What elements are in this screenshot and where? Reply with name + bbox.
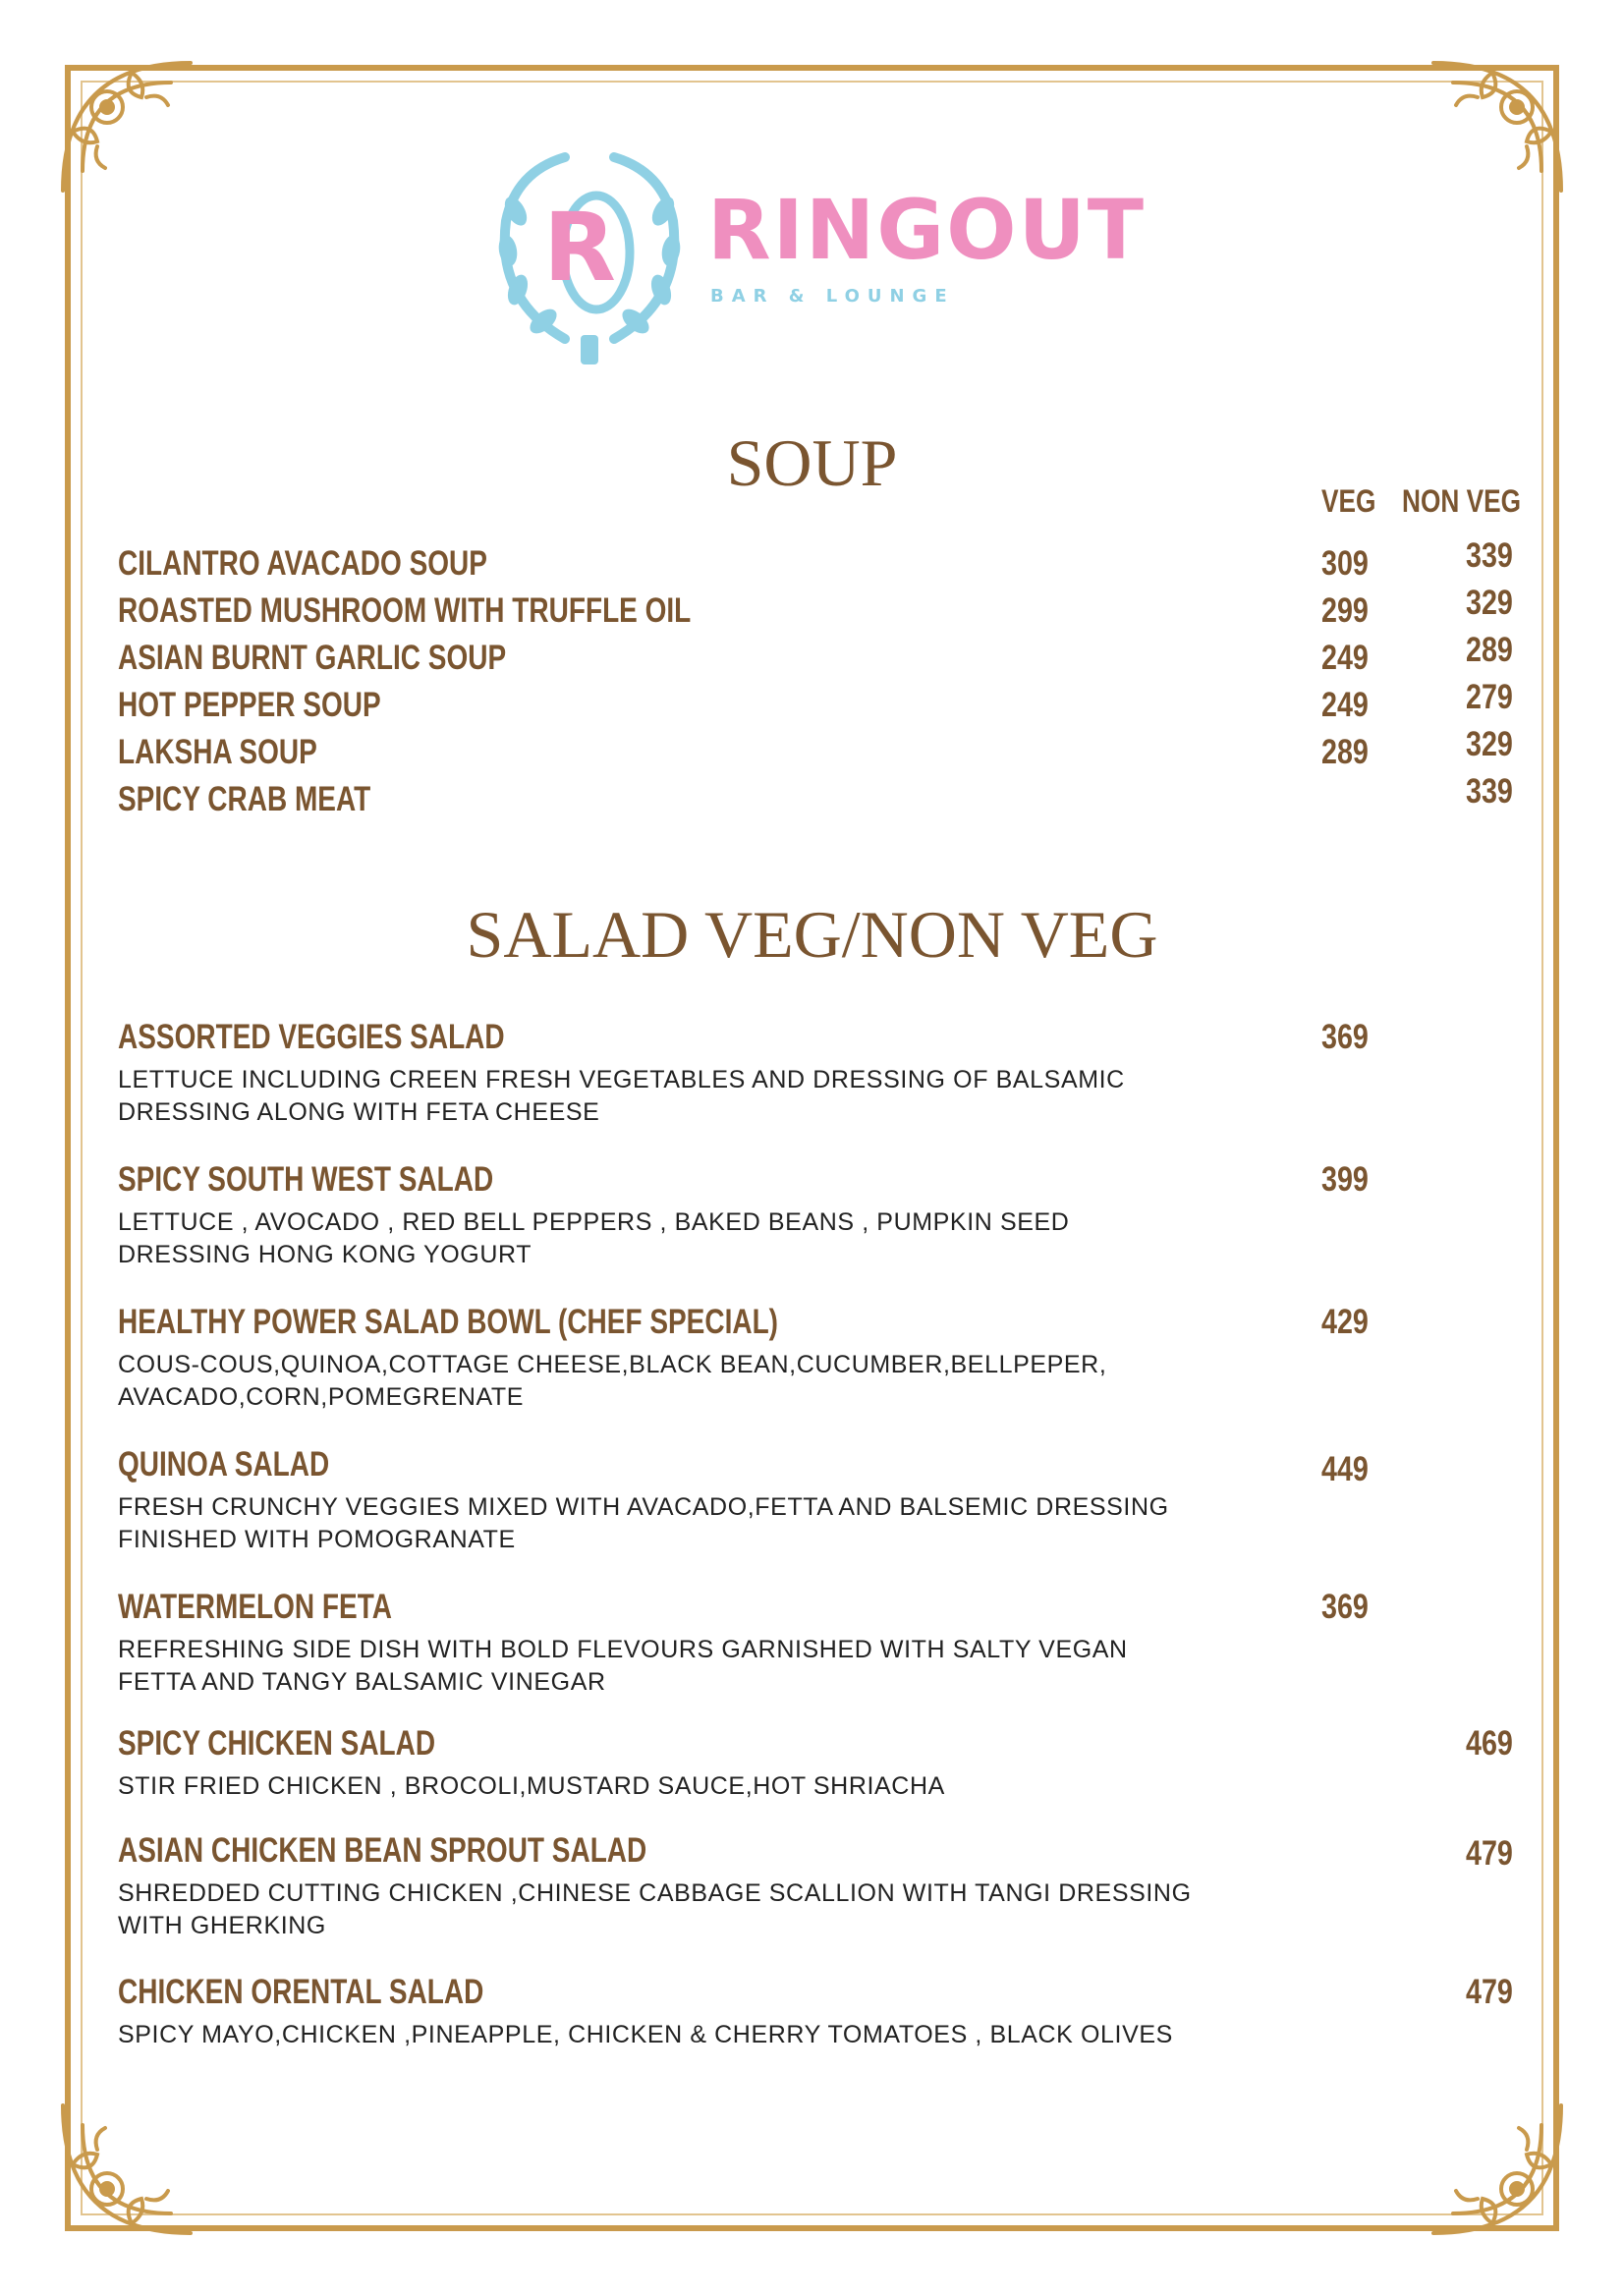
dish-name: CILANTRO AVACADO SOUP: [118, 544, 487, 583]
dish-description: COUS-COUS,QUINOA,COTTAGE CHEESE,BLACK BEAN,CUCUMBER,BELLPEPER,: [118, 1351, 1107, 1378]
dish-description: DRESSING HONG KONG YOGURT: [118, 1241, 532, 1268]
nonveg-price: 469: [1466, 1724, 1513, 1763]
soup-section-title: SOUP: [726, 425, 898, 500]
veg-price: 369: [1321, 1588, 1369, 1626]
dish-description: FINISHED WITH POMOGRANATE: [118, 1526, 516, 1553]
dish-name: ASSORTED VEGGIES SALAD: [118, 1018, 505, 1056]
ornament-corner-icon: [53, 53, 200, 200]
veg-price: 369: [1321, 1018, 1369, 1056]
dish-description: SHREDDED CUTTING CHICKEN ,CHINESE CABBAGE SCALLION WITH TANGI DRESSING: [118, 1879, 1192, 1907]
ornament-corner-icon: [53, 2096, 200, 2243]
veg-price: 249: [1321, 639, 1369, 677]
dish-description: REFRESHING SIDE DISH WITH BOLD FLEVOURS GARNISHED WITH SALTY VEGAN: [118, 1636, 1128, 1663]
nonveg-price: 279: [1466, 678, 1513, 716]
brand-logo: [486, 142, 1174, 368]
dish-name: CHICKEN ORENTAL SALAD: [118, 1973, 484, 2011]
ornament-corner-icon: [1424, 53, 1571, 200]
veg-price: 249: [1321, 686, 1369, 724]
veg-price: 309: [1321, 544, 1369, 583]
dish-name: QUINOA SALAD: [118, 1445, 330, 1484]
brand-name: RINGOUT: [707, 182, 1147, 278]
dish-name: HEALTHY POWER SALAD BOWL (CHEF SPECIAL): [118, 1303, 778, 1341]
ornament-corner-icon: [1424, 2096, 1571, 2243]
dish-description: AVACADO,CORN,POMEGRENATE: [118, 1383, 525, 1411]
dish-description: WITH GHERKING: [118, 1912, 326, 1939]
nonveg-price: 479: [1466, 1973, 1513, 2011]
dish-name: SPICY SOUTH WEST SALAD: [118, 1160, 494, 1199]
veg-price: 399: [1321, 1160, 1369, 1199]
dish-description: STIR FRIED CHICKEN , BROCOLI,MUSTARD SAUCE,HOT SHRIACHA: [118, 1772, 945, 1800]
dish-description: DRESSING ALONG WITH FETA CHEESE: [118, 1098, 600, 1126]
nonveg-price: 329: [1466, 725, 1513, 763]
dish-description: FETTA AND TANGY BALSAMIC VINEGAR: [118, 1668, 606, 1696]
veg-price: 449: [1321, 1450, 1369, 1488]
dish-name: WATERMELON FETA: [118, 1588, 392, 1626]
dish-name: LAKSHA SOUP: [118, 733, 317, 771]
nonveg-price: 339: [1466, 772, 1513, 811]
nonveg-price: 479: [1466, 1834, 1513, 1873]
dish-name: ASIAN BURNT GARLIC SOUP: [118, 639, 507, 677]
dish-description: LETTUCE , AVOCADO , RED BELL PEPPERS , BAKED BEANS , PUMPKIN SEED: [118, 1208, 1070, 1236]
dish-name: SPICY CRAB MEAT: [118, 780, 371, 818]
brand-tagline: BAR & LOUNGE: [710, 286, 955, 307]
veg-price: 289: [1321, 733, 1369, 771]
dish-description: FRESH CRUNCHY VEGGIES MIXED WITH AVACADO,FETTA AND BALSEMIC DRESSING: [118, 1493, 1169, 1521]
logo-monogram: R: [543, 193, 616, 303]
dish-description: LETTUCE INCLUDING CREEN FRESH VEGETABLES AND DRESSING OF BALSAMIC: [118, 1066, 1125, 1093]
dish-name: SPICY CHICKEN SALAD: [118, 1724, 436, 1763]
nonveg-column-header: NON VEG: [1402, 483, 1522, 519]
dish-description: SPICY MAYO,CHICKEN ,PINEAPPLE, CHICKEN & CHERRY TOMATOES , BLACK OLIVES: [118, 2021, 1173, 2048]
nonveg-price: 329: [1466, 584, 1513, 622]
dish-name: ROASTED MUSHROOM WITH TRUFFLE OIL: [118, 591, 692, 630]
dish-name: HOT PEPPER SOUP: [118, 686, 381, 724]
salad-section-title: SALAD VEG/NON VEG: [466, 897, 1158, 972]
dish-name: ASIAN CHICKEN BEAN SPROUT SALAD: [118, 1831, 647, 1870]
veg-price: 429: [1321, 1303, 1369, 1341]
nonveg-price: 289: [1466, 631, 1513, 669]
veg-column-header: VEG: [1321, 483, 1376, 519]
laurel-monogram-icon: [486, 142, 693, 368]
nonveg-price: 339: [1466, 536, 1513, 575]
veg-price: 299: [1321, 591, 1369, 630]
